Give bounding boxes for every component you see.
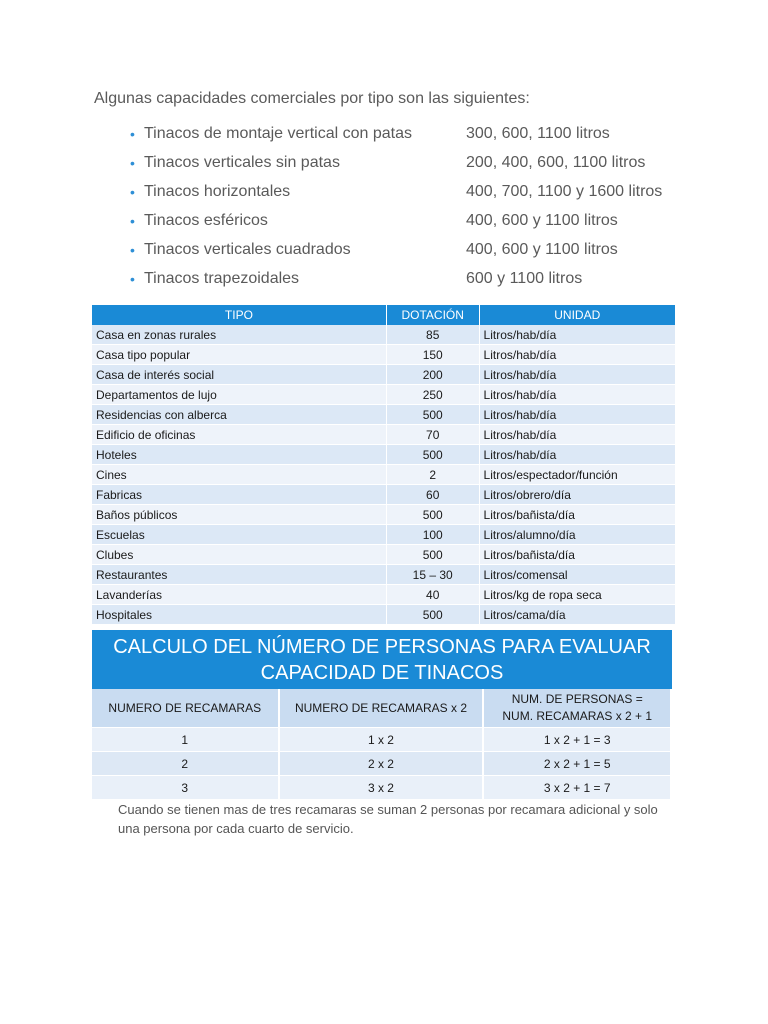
header-tipo: TIPO (92, 305, 386, 325)
header-personas-line1: NUM. DE PERSONAS = (511, 692, 643, 706)
header-recamaras: NUMERO DE RECAMARAS (92, 689, 279, 728)
bullet-icon: • (130, 270, 135, 287)
cell-dotacion: 85 (386, 325, 479, 345)
cell-recamaras-x2: 3 x 2 (279, 776, 484, 800)
cell-tipo: Residencias con alberca (92, 405, 386, 425)
capacity-name: Tinacos verticales cuadrados (144, 240, 351, 258)
cell-recamaras-x2: 2 x 2 (279, 752, 484, 776)
table-row (92, 385, 676, 405)
calculo-table (92, 689, 672, 799)
cell-unidad: Litros/hab/día (479, 365, 675, 385)
table-header-row (92, 305, 676, 325)
capacity-name: Tinacos verticales sin patas (144, 153, 340, 171)
table-row (92, 485, 676, 505)
cell-unidad: Litros/bañista/día (479, 545, 675, 565)
cell-dotacion: 70 (386, 425, 479, 445)
cell-unidad: Litros/bañista/día (479, 505, 675, 525)
cell-tipo: Clubes (92, 545, 386, 565)
table-row (92, 345, 676, 365)
table-row (92, 365, 676, 385)
table-row (92, 585, 676, 605)
bullet-icon: • (130, 154, 135, 171)
cell-dotacion: 2 (386, 465, 479, 485)
capacity-name: Tinacos de montaje vertical con patas (144, 124, 412, 142)
bullet-icon: • (130, 241, 135, 258)
capacity-values: 600 y 1100 litros (466, 269, 583, 287)
cell-tipo: Edificio de oficinas (92, 425, 386, 445)
note-line2: una persona por cada cuarto de servicio. (118, 821, 354, 836)
cell-unidad: Litros/hab/día (479, 405, 675, 425)
table-header-row (92, 689, 671, 728)
capacity-values: 400, 700, 1100 y 1600 litros (466, 182, 663, 200)
bullet-icon: • (130, 125, 135, 142)
cell-tipo: Escuelas (92, 525, 386, 545)
cell-dotacion: 100 (386, 525, 479, 545)
cell-unidad: Litros/hab/día (479, 385, 675, 405)
cell-tipo: Casa de interés social (92, 365, 386, 385)
header-dotacion: DOTACIÓN (386, 305, 479, 325)
cell-dotacion: 200 (386, 365, 479, 385)
cell-recamaras: 3 (92, 776, 279, 800)
cell-tipo: Fabricas (92, 485, 386, 505)
capacity-values: 400, 600 y 1100 litros (466, 240, 618, 258)
cell-dotacion: 40 (386, 585, 479, 605)
cell-unidad: Litros/espectador/función (479, 465, 675, 485)
cell-dotacion: 250 (386, 385, 479, 405)
cell-unidad: Litros/comensal (479, 565, 675, 585)
cell-unidad: Litros/alumno/día (479, 525, 675, 545)
cell-tipo: Departamentos de lujo (92, 385, 386, 405)
capacity-name: Tinacos trapezoidales (144, 269, 300, 287)
capacity-list (130, 119, 690, 293)
list-item (130, 148, 690, 177)
cell-tipo: Casa en zonas rurales (92, 325, 386, 345)
cell-unidad: Litros/hab/día (479, 425, 675, 445)
table-row (92, 505, 676, 525)
table-row (92, 605, 676, 625)
table-row (92, 445, 676, 465)
cell-unidad: Litros/kg de ropa seca (479, 585, 675, 605)
cell-dotacion: 500 (386, 405, 479, 425)
cell-recamaras: 1 (92, 728, 279, 752)
cell-recamaras-x2: 1 x 2 (279, 728, 484, 752)
list-item (130, 264, 690, 293)
list-item (130, 119, 690, 148)
cell-unidad: Litros/cama/día (479, 605, 675, 625)
calculo-title (92, 630, 672, 689)
table-row (92, 525, 676, 545)
header-personas-line2: NUM. RECAMARAS x 2 + 1 (502, 709, 653, 723)
cell-tipo: Hospitales (92, 605, 386, 625)
table-row (92, 405, 676, 425)
cell-dotacion: 500 (386, 605, 479, 625)
table-row (92, 776, 671, 800)
note-text (118, 800, 678, 838)
cell-unidad: Litros/hab/día (479, 325, 675, 345)
cell-unidad: Litros/hab/día (479, 445, 675, 465)
cell-dotacion: 500 (386, 545, 479, 565)
bullet-icon: • (130, 183, 135, 200)
capacity-name: Tinacos horizontales (144, 182, 291, 200)
table-row (92, 728, 671, 752)
cell-dotacion: 60 (386, 485, 479, 505)
cell-personas: 3 x 2 + 1 = 7 (483, 776, 671, 800)
cell-dotacion: 500 (386, 505, 479, 525)
cell-unidad: Litros/obrero/día (479, 485, 675, 505)
cell-unidad: Litros/hab/día (479, 345, 675, 365)
capacity-values: 200, 400, 600, 1100 litros (466, 153, 646, 171)
calculo-section (92, 630, 672, 799)
header-unidad: UNIDAD (479, 305, 675, 325)
capacity-name: Tinacos esféricos (144, 211, 268, 229)
header-personas (483, 689, 671, 728)
calculo-title-line2: CAPACIDAD DE TINACOS (260, 662, 504, 684)
table-row (92, 545, 676, 565)
cell-dotacion: 150 (386, 345, 479, 365)
cell-personas: 1 x 2 + 1 = 3 (483, 728, 671, 752)
header-recamaras-x2: NUMERO DE RECAMARAS x 2 (279, 689, 484, 728)
table-row (92, 565, 676, 585)
capacity-values: 300, 600, 1100 litros (466, 124, 610, 142)
intro-text: Algunas capacidades comerciales por tipo son las siguientes: (94, 90, 530, 107)
cell-personas: 2 x 2 + 1 = 5 (483, 752, 671, 776)
cell-recamaras: 2 (92, 752, 279, 776)
cell-dotacion: 500 (386, 445, 479, 465)
table-row (92, 465, 676, 485)
cell-tipo: Restaurantes (92, 565, 386, 585)
bullet-icon: • (130, 212, 135, 229)
cell-tipo: Cines (92, 465, 386, 485)
table-row (92, 325, 676, 345)
dotacion-table (92, 305, 676, 625)
list-item (130, 206, 690, 235)
cell-tipo: Casa tipo popular (92, 345, 386, 365)
capacity-values: 400, 600 y 1100 litros (466, 211, 618, 229)
cell-tipo: Lavanderías (92, 585, 386, 605)
cell-dotacion: 15 – 30 (386, 565, 479, 585)
cell-tipo: Hoteles (92, 445, 386, 465)
calculo-title-line1: CALCULO DEL NÚMERO DE PERSONAS PARA EVALUAR (113, 636, 651, 658)
table-row (92, 752, 671, 776)
note-line1: Cuando se tienen mas de tres recamaras se suman 2 personas por recamara adicional y solo (118, 802, 658, 817)
table-row (92, 425, 676, 445)
list-item (130, 235, 690, 264)
cell-tipo: Baños públicos (92, 505, 386, 525)
list-item (130, 177, 690, 206)
